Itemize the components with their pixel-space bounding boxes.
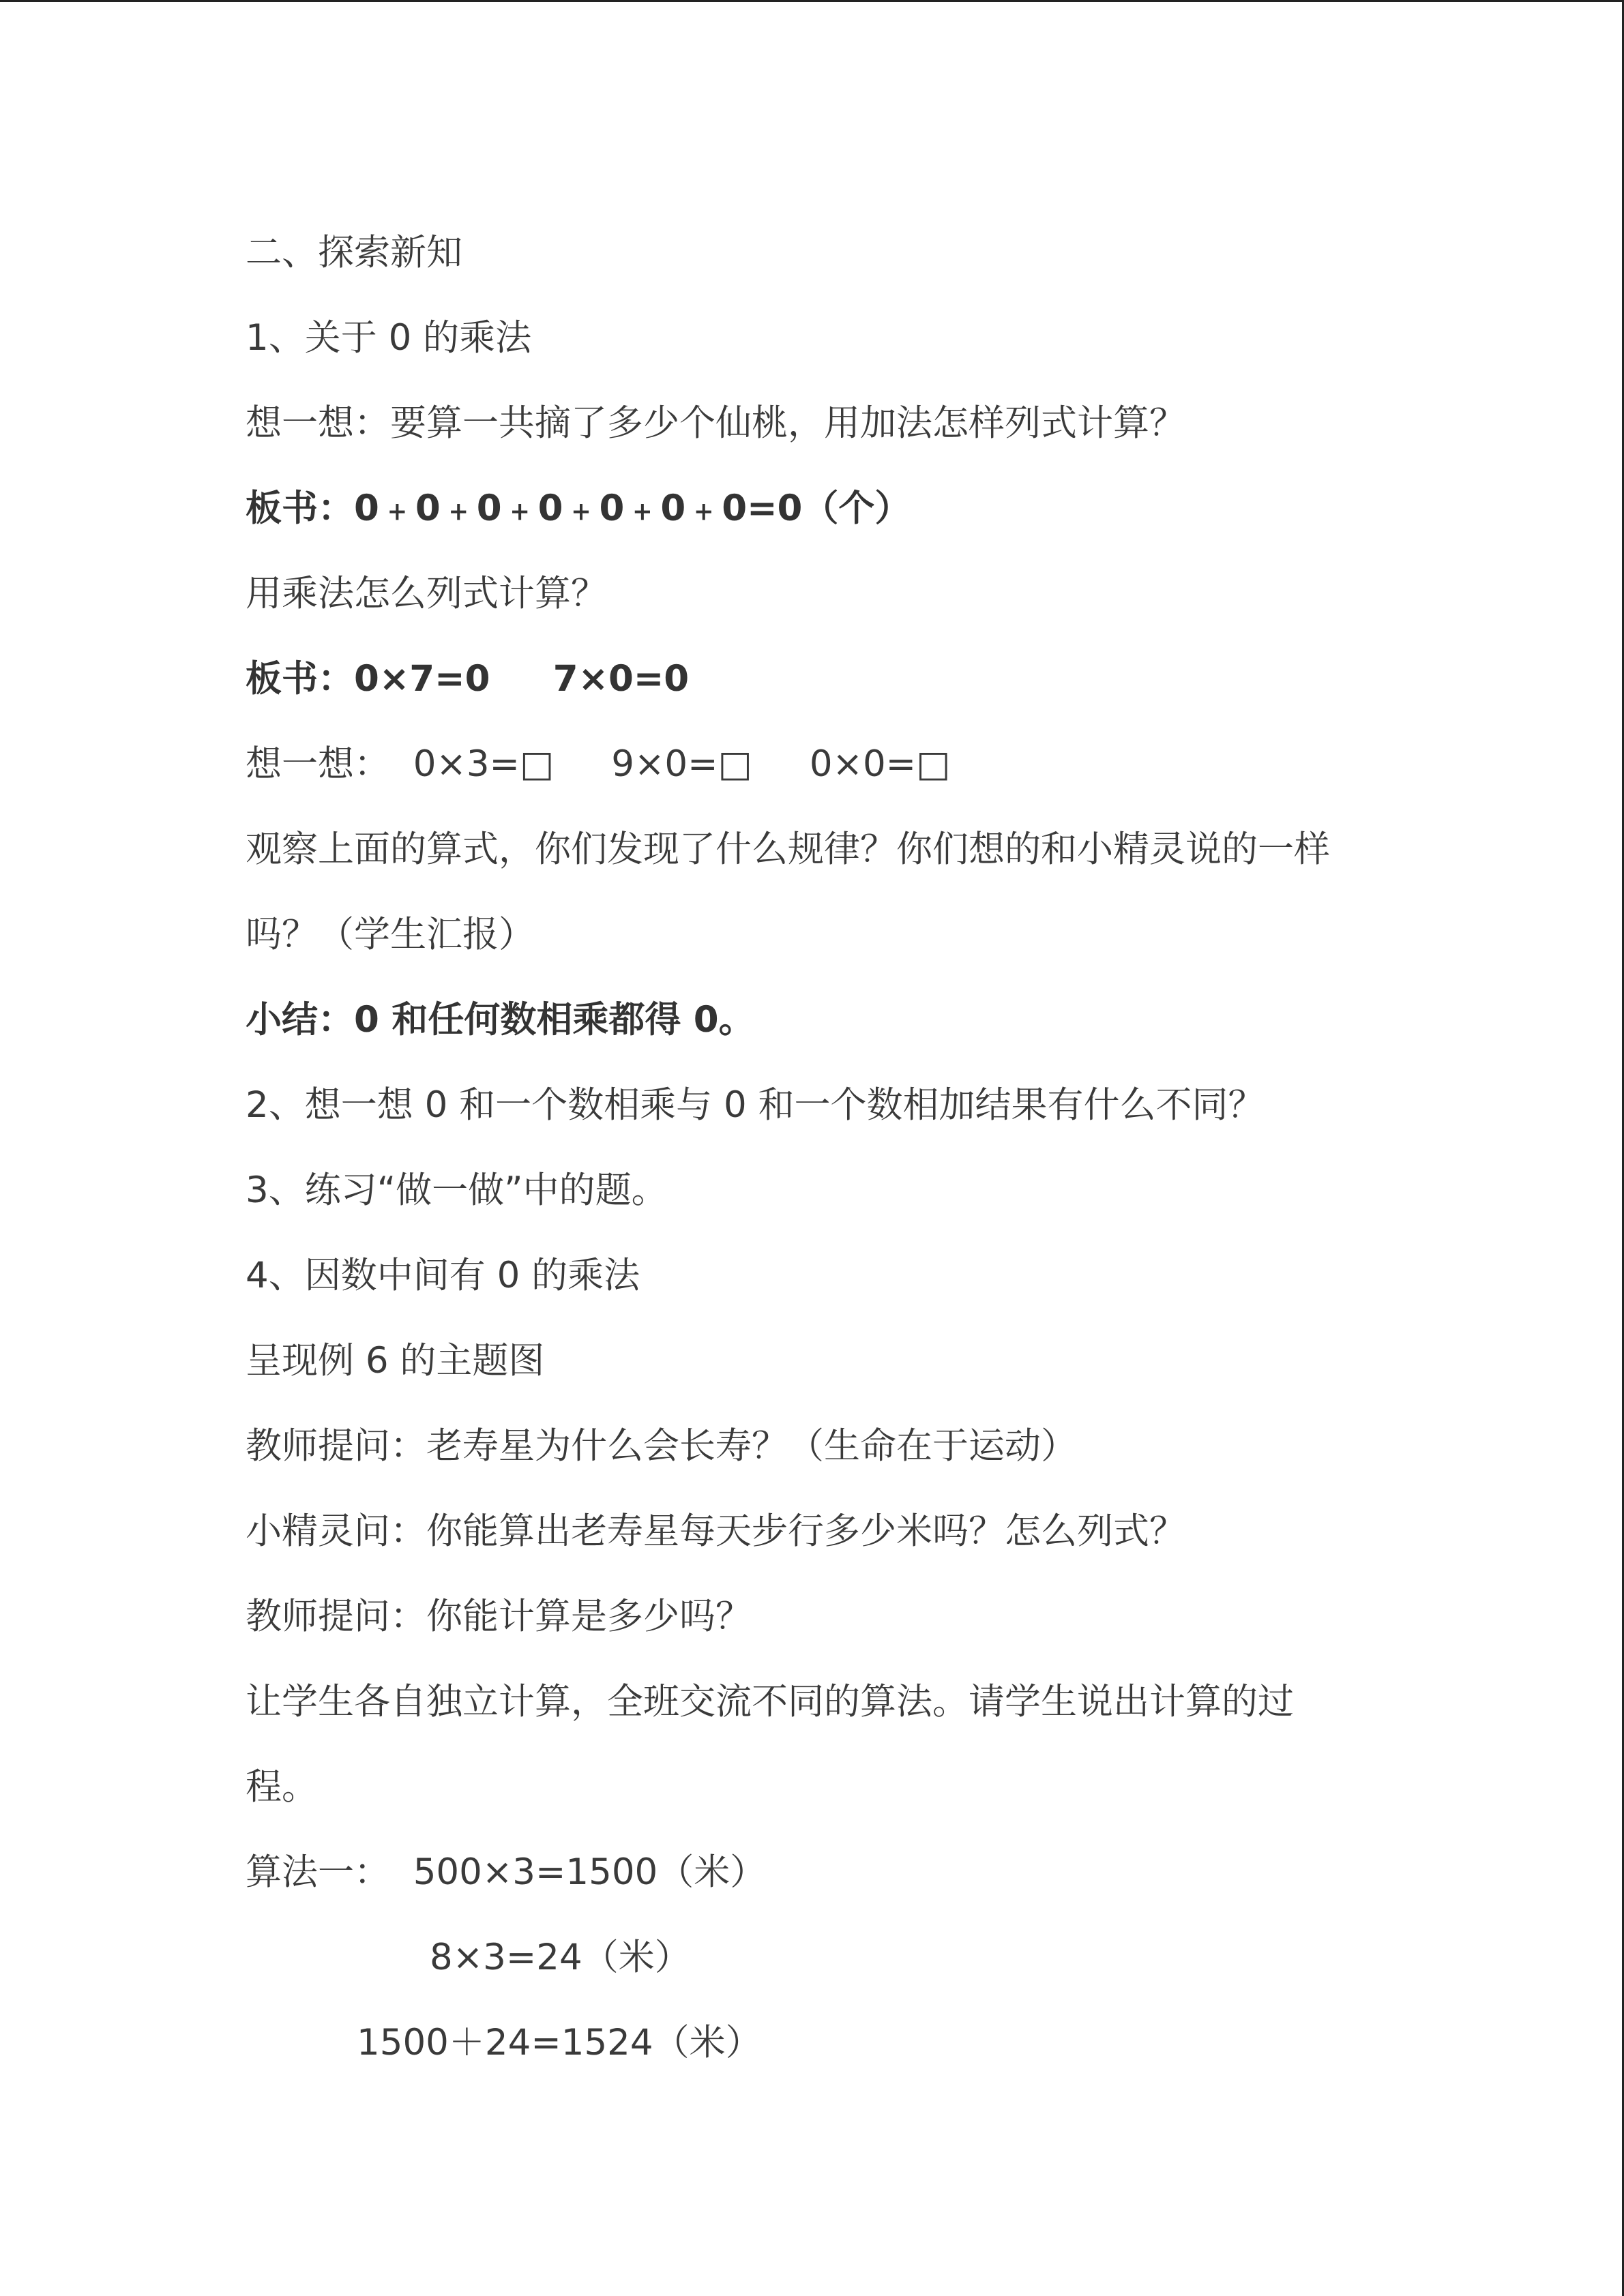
paragraph: 想一想：要算一共摘了多少个仙桃，用加法怎样列式计算？	[246, 402, 1185, 444]
paragraph: 呈现例 6 的主题图	[246, 1340, 545, 1382]
subsection-heading: 3、练习“做一做”中的题。	[246, 1169, 668, 1211]
calculation-line: 8×3=24（米）	[430, 1937, 691, 1978]
paragraph: 用乘法怎么列式计算？	[246, 573, 607, 614]
subsection-heading: 4、因数中间有 0 的乘法	[246, 1255, 640, 1296]
section-heading: 二、探索新知	[246, 232, 462, 273]
paragraph: 教师提问：老寿星为什么会长寿？（生命在于运动）	[246, 1425, 1077, 1467]
calculation-line: 1500＋24=1524（米）	[357, 2022, 762, 2063]
subsection-heading: 1、关于 0 的乘法	[246, 317, 532, 359]
paragraph: 小精灵问：你能算出老寿星每天步行多少米吗？怎么列式？	[246, 1510, 1185, 1552]
subsection-heading: 2、想一想 0 和一个数相乘与 0 和一个数相加结果有什么不同？	[246, 1084, 1265, 1126]
summary-note: 小结：0 和任何数相乘都得 0。	[246, 999, 755, 1041]
board-note: 板书：0×7=0 7×0=0	[246, 658, 690, 700]
board-note: 板书：0﹢0﹢0﹢0﹢0﹢0﹢0=0（个）	[246, 488, 911, 529]
paragraph: 程。	[246, 1766, 318, 1808]
paragraph: 想一想： 0×3=□ 9×0=□ 0×0=□	[246, 743, 951, 785]
page-top-border	[0, 0, 1624, 2]
paragraph: 观察上面的算式，你们发现了什么规律？你们想的和小精灵说的一样	[246, 829, 1330, 870]
paragraph: 吗？（学生汇报）	[246, 914, 535, 955]
calculation-line: 算法一： 500×3=1500（米）	[246, 1851, 767, 1893]
paragraph: 教师提问：你能计算是多少吗？	[246, 1596, 752, 1637]
document-body	[246, 210, 1405, 2085]
paragraph: 让学生各自独立计算，全班交流不同的算法。请学生说出计算的过	[246, 1681, 1294, 1723]
